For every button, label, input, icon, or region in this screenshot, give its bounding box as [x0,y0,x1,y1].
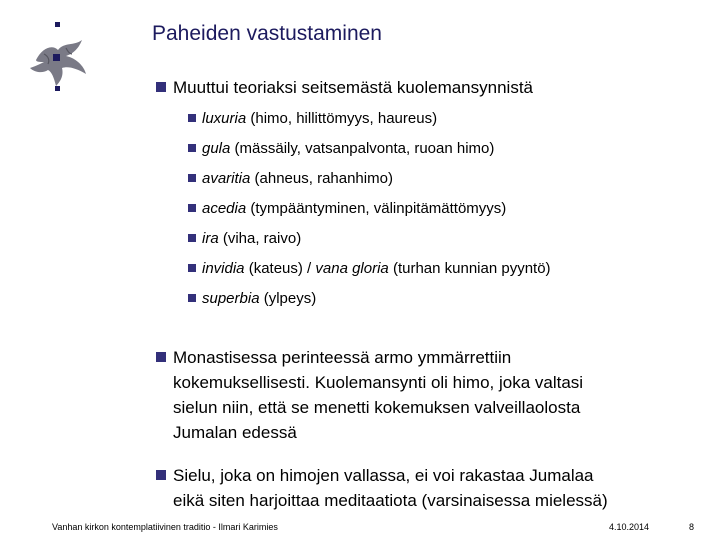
sin-desc: (viha, raivo) [218,230,302,247]
bullet-square-icon [156,352,166,362]
bullet-square-icon [156,470,166,480]
bullet-main-3 [156,464,594,488]
bullet-text: Muuttui teoriaksi seitsemästä kuolemansynnistä [173,78,533,97]
sin-term: avaritia [202,170,251,187]
bullet-main-2 [156,346,511,370]
bullet-main-1 [156,76,533,100]
sin-desc: (ahneus, rahanhimo) [250,170,393,187]
bullet-square-icon [156,82,166,92]
bullet-text: Monastisessa perinteessä armo ymmärrettiin [173,348,512,367]
bullet-square-icon [188,294,196,302]
sin-term: gula [202,140,231,157]
footer-text: Vanhan kirkon kontemplatiivinen traditio - Ilmari Karimies [52,522,278,532]
sin-desc: (tympääntyminen, välinpitämättömyys) [246,200,507,217]
sin-term: superbia [202,290,260,307]
page-number: 8 [689,522,695,532]
bullet-text: Sielu, joka on himojen vallassa, ei voi rakastaa Jumalaa [173,466,594,485]
bullet-square-icon [188,144,196,152]
sin-desc: (himo, hillittömyys, haureus) [246,110,438,127]
sin-term: acedia [202,200,247,217]
sin-item [188,139,494,159]
sin-item [188,259,551,279]
sin-desc-2: (turhan kunnian pyyntö) [388,260,551,277]
footer-date: 4.10.2014 [609,522,650,532]
bullet-continuation: kokemuksellisesti. Kuolemansynti oli himo, joka valtasi [173,373,584,392]
slide-title: Paheiden vastustaminen [152,22,382,45]
sin-item [188,169,393,189]
sin-item [188,229,301,249]
sin-desc: (kateus) / [244,260,316,277]
sin-term: luxuria [202,110,247,127]
bullet-square-icon [188,174,196,182]
university-logo-icon [22,20,92,100]
sin-item [188,289,316,309]
bullet-square-icon [188,264,196,272]
bullet-continuation: Jumalan edessä [173,423,297,442]
bullet-square-icon [188,234,196,242]
sin-item [188,109,437,129]
sin-term: ira [202,230,219,247]
sin-desc: (mässäily, vatsanpalvonta, ruoan himo) [230,140,495,157]
sin-item [188,199,506,219]
sin-term-2: vana gloria [315,260,389,277]
bullet-continuation: sielun niin, että se menetti kokemuksen valveillaolosta [173,398,581,417]
sin-term: invidia [202,260,245,277]
bullet-continuation: eikä siten harjoittaa meditaatiota (varsinaisessa mielessä) [173,491,608,510]
bullet-square-icon [188,204,196,212]
bullet-square-icon [188,114,196,122]
sin-desc: (ylpeys) [259,290,317,307]
